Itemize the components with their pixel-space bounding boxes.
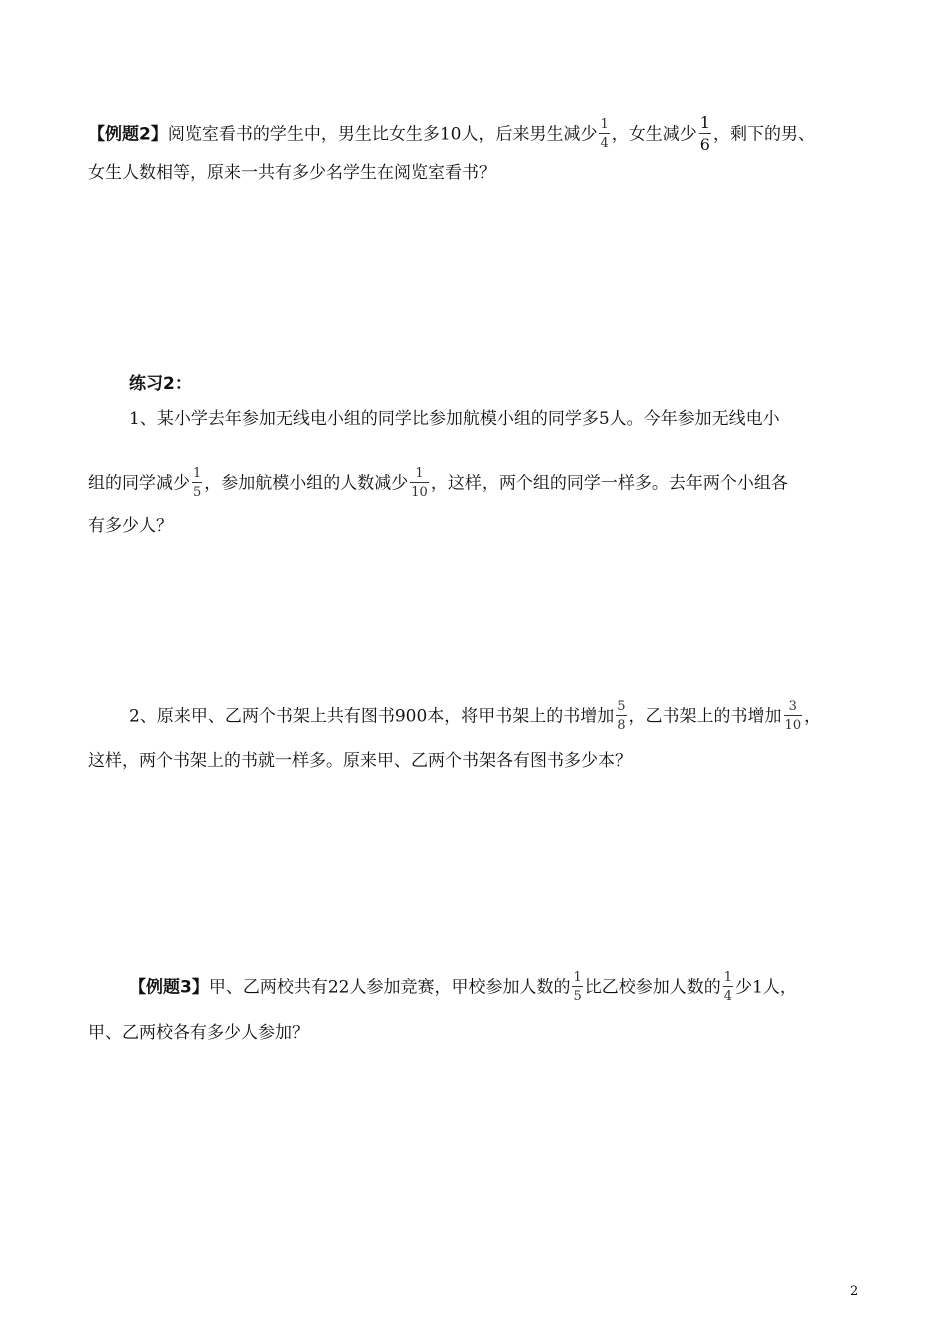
fraction-5-8: $\frac{5}{8}$: [617, 699, 626, 733]
example-3-line-2: 甲、乙两校各有多少人参加？: [88, 1023, 309, 1043]
practice-2-q1-line-3: 有多少人？: [88, 516, 173, 536]
fraction-1-4: $\frac{1}{4}$: [600, 117, 609, 151]
example-2-text-b: ，女生减少: [611, 124, 697, 145]
practice-2-q2-line-1: 2、原来甲、乙两个书架上共有图书900本，将甲书架上的书增加 $\frac{5}{8}$ ，乙书架上的书增加 $\frac{3}{10}$ ，: [129, 699, 822, 733]
fraction-1-5: $\frac{1}{5}$: [193, 466, 202, 500]
fraction-1-6: $\frac{1}{6}$: [699, 113, 710, 154]
example-2-line-2: 女生人数相等，原来一共有多少名学生在阅览室看书？: [88, 163, 496, 183]
fraction-1-5-b: $\frac{1}{5}$: [573, 970, 582, 1004]
fraction-3-10: $\frac{3}{10}$: [784, 699, 802, 733]
fraction-1-4-b: $\frac{1}{4}$: [723, 970, 733, 1004]
practice-2-q1-line-1: 1、某小学去年参加无线电小组的同学比参加航模小组的同学多5人。今年参加无线电小: [129, 409, 780, 429]
page-number: 2: [850, 1284, 859, 1299]
fraction-1-10: $\frac{1}{10}$: [411, 466, 428, 500]
practice-2-q2-line-2: 这样，两个书架上的书就一样多。原来甲、乙两个书架各有图书多少本？: [88, 751, 632, 771]
example-3-label: 【例题3】: [129, 977, 209, 998]
example-2-line-1: [88, 113, 815, 154]
example-2-text-c: ，剩下的男、: [712, 124, 815, 145]
example-2-text-a: 阅览室看书的学生中，男生比女生多10人，后来男生减少: [167, 124, 598, 145]
practice-2-title: 练习2：: [129, 374, 192, 394]
example-2-label: 【例题2】: [88, 124, 168, 145]
example-3-line-1: 【例题3】甲、乙两校共有22人参加竞赛，甲校参加人数的 $\frac{1}{5}$ 比乙校参加人数的 $\frac{1}{4}$ 少1人，: [129, 970, 797, 1004]
practice-2-q1-line-2: 组的同学减少 $\frac{1}{5}$ ，参加航模小组的人数减少 $\frac{1}{10}$ ，这样，两个组的同学一样多。去年两个小组各: [88, 466, 788, 500]
